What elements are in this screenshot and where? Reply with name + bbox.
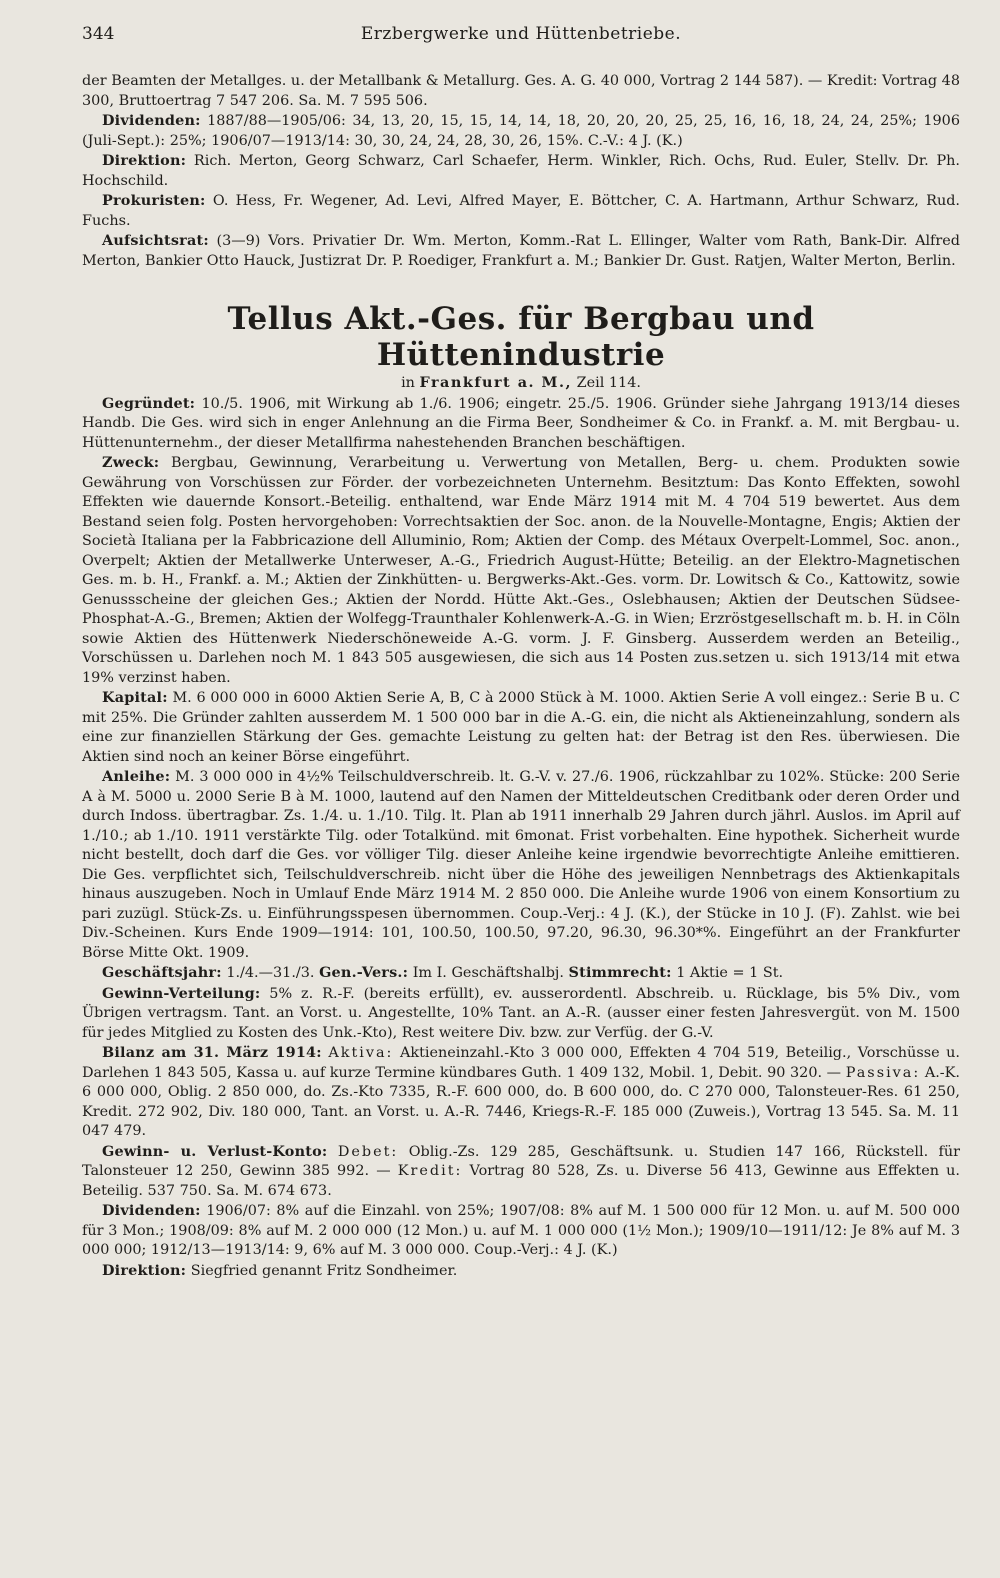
prev-direktion: Direktion: Rich. Merton, Georg Schwarz, Carl Schaefer, Herm. Winkler, Rich. Ochs, Rud. Euler, Stellv. Dr. Ph. Hochschild. — [82, 152, 960, 189]
page-content — [82, 72, 960, 1281]
section-gewinn-verlust: Gewinn- u. Verlust-Konto: Debet: Oblig.-Zs. 129 285, Geschäftsunk. u. Studien 147 166, Rückstell. für Talonsteuer 12 250, Gewinn 385 992. — Kredit: Vortrag 80 528, Zs. u. Diverse 56 413, Gewinne aus Effekten u. Beteilig. 537 750. Sa. M. 674 673. — [82, 1142, 961, 1199]
prev-dividenden: Dividenden: 1887/88—1905/06: 34, 13, 20, 15, 15, 14, 14, 18, 20, 20, 20, 25, 25, 16, 16, 18, 24, 24, 25%; 1906 (Juli-Sept.): 25%; 1906/07—1913/14: 30, 30, 24, 24, 28, 30, 26, 15%. C.-V.: 4 J. (K.) — [82, 112, 960, 149]
prev-entry-continuation: der Beamten der Metallges. u. der Metallbank & Metallurg. Ges. A. G. 40 000, Vortrag 2 144 587). — Kredit: Vortrag 48 300, Bruttoertrag 7 547 206. Sa. M. 7 595 506. — [82, 73, 960, 109]
section-gewinnverteilung: Gewinn-Verteilung: 5% z. R.-F. (bereits erfüllt), ev. ausserordentl. Abschreib. u. Rücklage, bis 5% Div., vom Übrigen vertragsm. Tant. an Vorst. u. Angestellte, 10% Tant. an A.-R. (ausser einer festen Jahresvergüt. von M. 1500 für jedes Mitglied zu Kosten des Unk.-Kto), Rest weitere Div. bzw. zur Verfüg. der G.-V. — [82, 984, 960, 1041]
section-kapital: Kapital: M. 6 000 000 in 6000 Aktien Serie A, B, C à 2000 Stück à M. 1000. Aktien Serie A voll eingez.: Serie B u. C mit 25%. Die Gründer zahlten ausserdem M. 1 500 000 bar in die A.-G. ein, die nicht als Aktieneinzahlung, sondern als eine zur finanziellen Stärkung der Ges. gemachte Leistung zu gelten hat: der Betrag ist den Res. überwiesen. Die Aktien sind noch an keiner Börse eingeführt. — [82, 689, 960, 765]
company-seat: in Frankfurt a. M., Zeil 114. — [401, 374, 641, 391]
company-title: Tellus Akt.-Ges. für Bergbau und Hüttenindustrie — [227, 301, 815, 373]
page-number: 344 — [82, 24, 115, 44]
section-bilanz: Bilanz am 31. März 1914: Aktiva: Aktieneinzahl.-Kto 3 000 000, Effekten 4 704 519, Beteilig., Vorschüsse u. Darlehen 1 843 505, Kassa u. auf kurze Termine kündbares Guth. 1 409 132, Mobil. 1, Debit. 90 320. — Passiva: A.-K. 6 000 000, Oblig. 2 850 000, do. Zs.-Kto 7335, R.-F. 600 000, do. B 600 000, do. C 270 000, Talonsteuer-Res. 61 250, Kredit. 272 902, Div. 180 000, Tant. an Vorst. u. A.-R. 7446, Kriegs-R.-F. 185 000 (Zuweis.), Vortrag 13 545. Sa. M. 11 047 479. — [82, 1044, 960, 1139]
section-anleihe: Anleihe: M. 3 000 000 in 4½% Teilschuldverschreib. lt. G.-V. v. 27./6. 1906, rückzahlbar zu 102%. Stücke: 200 Serie A à M. 5000 u. 2000 Serie B à M. 1000, lautend auf den Namen der Mitteldeutschen Creditbank oder deren Order und durch Indoss. übertragbar. Zs. 1./4. u. 1./10. Tilg. lt. Plan ab 1911 innerhalb 29 Jahren durch jährl. Auslos. im April auf 1./10.; ab 1./10. 1911 verstärkte Tilg. oder Totalkünd. mit 6monat. Frist vorbehalten. Eine hypothek. Sicherheit wurde nicht bestellt, doch darf die Ges. vor völliger Tilg. dieser Anleihe keine irgendwie bevorrechtigte Anleihe emittieren. Die Ges. verpflichtet sich, Teilschuldverschreib. nicht über die Höhe des jeweiligen Nennbetrags des Aktienkapitals hinaus auszugeben. Noch in Umlauf Ende März 1914 M. 2 850 000. Die Anleihe wurde 1906 von einem Konsortium zu pari zuzügl. Stück-Zs. u. Einführungsspesen übernommen. Coup.-Verj.: 4 J. (K.), der Stücke in 10 J. (F). Zahlst. wie bei Div.-Scheinen. Kurs Ende 1909—1914: 101, 100.50, 100.50, 97.20, 96.30, 96.30*%. Eingeführt an der Frankfurter Börse Mitte Okt. 1909. — [82, 768, 960, 961]
prev-prokuristen: Prokuristen: O. Hess, Fr. Wegener, Ad. Levi, Alfred Mayer, E. Böttcher, C. A. Hartmann, Arthur Schwarz, Rud. Fuchs. — [82, 192, 961, 229]
running-title: Erzbergwerke und Hüttenbetriebe. — [360, 24, 682, 44]
section-direktion: Direktion: Siegfried genannt Fritz Sondheimer. — [102, 1261, 458, 1279]
section-dividenden: Dividenden: 1906/07: 8% auf die Einzahl. von 25%; 1907/08: 8% auf M. 1 500 000 für 12 Mon. u. auf M. 500 000 für 3 Mon.; 1908/09: 8% auf M. 2 000 000 (12 Mon.) u. auf M. 1 000 000 (1½ Mon.); 1909/10—1911/12: Je 8% auf M. 3 000 000; 1912/13—1913/14: 9, 6% auf M. 3 000 000. Coup.-Verj.: 4 J. (K.) — [82, 1202, 960, 1258]
section-geschaeftsjahr: Geschäftsjahr: 1./4.—31./3. Gen.-Vers.: Im I. Geschäftshalbj. Stimmrecht: 1 Aktie = 1 St. — [102, 964, 784, 981]
running-head — [82, 18, 960, 50]
section-zweck: Zweck: Bergbau, Gewinnung, Verarbeitung u. Verwertung von Metallen, Berg- u. chem. Produkten sowie Gewährung von Vorschüssen zur Förder. der vorbezeichneten Unternehm. Besitztum: Das Konto Effekten, sowohl Effekten wie dauernde Konsort.-Beteilig. enthaltend, war Ende März 1914 mit M. 4 704 519 bewertet. Aus dem Bestand seien folg. Posten hervorgehoben: Vorrechtsaktien der Soc. anon. de la Nouvelle-Montagne, Engis; Aktien der Società Italiana per la Fabbricazione dell Alluminio, Rom; Aktien der Comp. des Métaux Overpelt-Lommel, Soc. anon., Overpelt; Aktien der Metallwerke Unterweser, A.-G., Friedrich August-Hütte; Beteilig. an der Elektro-Magnetischen Ges. m. b. H., Frankf. a. M.; Aktien der Zinkhütten- u. Bergwerks-Akt.-Ges. vorm. Dr. Lowitsch & Co., Kattowitz, sowie Genussscheine der gleichen Ges.; Aktien der Nordd. Hütte Akt.-Ges., Oslebhausen; Aktien der Deutschen Südsee-Phosphat-A.-G., Bremen; Aktien der Wolfegg-Traunthaler Kohlenwerk-A.-G. in Wien; Erzröstgesellschaft m. b. H. in Cöln sowie Aktien des Hüttenwerk Niederschöneweide A.-G. vorm. J. F. Ginsberg. Ausserdem werden an Beteilig., Vorschüssen u. Darlehen noch M. 1 843 505 ausgewiesen, die sich aus 14 Posten zus.setzen u. sich 1913/14 mit etwa 19% verzinst haben. — [82, 454, 961, 686]
prev-aufsichtsrat: Aufsichtsrat: (3—9) Vors. Privatier Dr. Wm. Merton, Komm.-Rat L. Ellinger, Walter vom Rath, Bank-Dir. Alfred Merton, Bankier Otto Hauck, Justizrat Dr. P. Roediger, Frankfurt a. M.; Bankier Dr. Gust. Ratjen, Walter Merton, Berlin. — [82, 232, 960, 269]
section-gegruendet: Gegründet: 10./5. 1906, mit Wirkung ab 1./6. 1906; eingetr. 25./5. 1906. Gründer siehe Jahrgang 1913/14 dieses Handb. Die Ges. wird sich in enger Anlehnung an die Firma Beer, Sondheimer & Co. in Frankf. a. M. mit Bergbau- u. Hüttenunternehm., der dieser Metallfirma nahestehenden Branchen beschäftigen. — [82, 394, 961, 451]
